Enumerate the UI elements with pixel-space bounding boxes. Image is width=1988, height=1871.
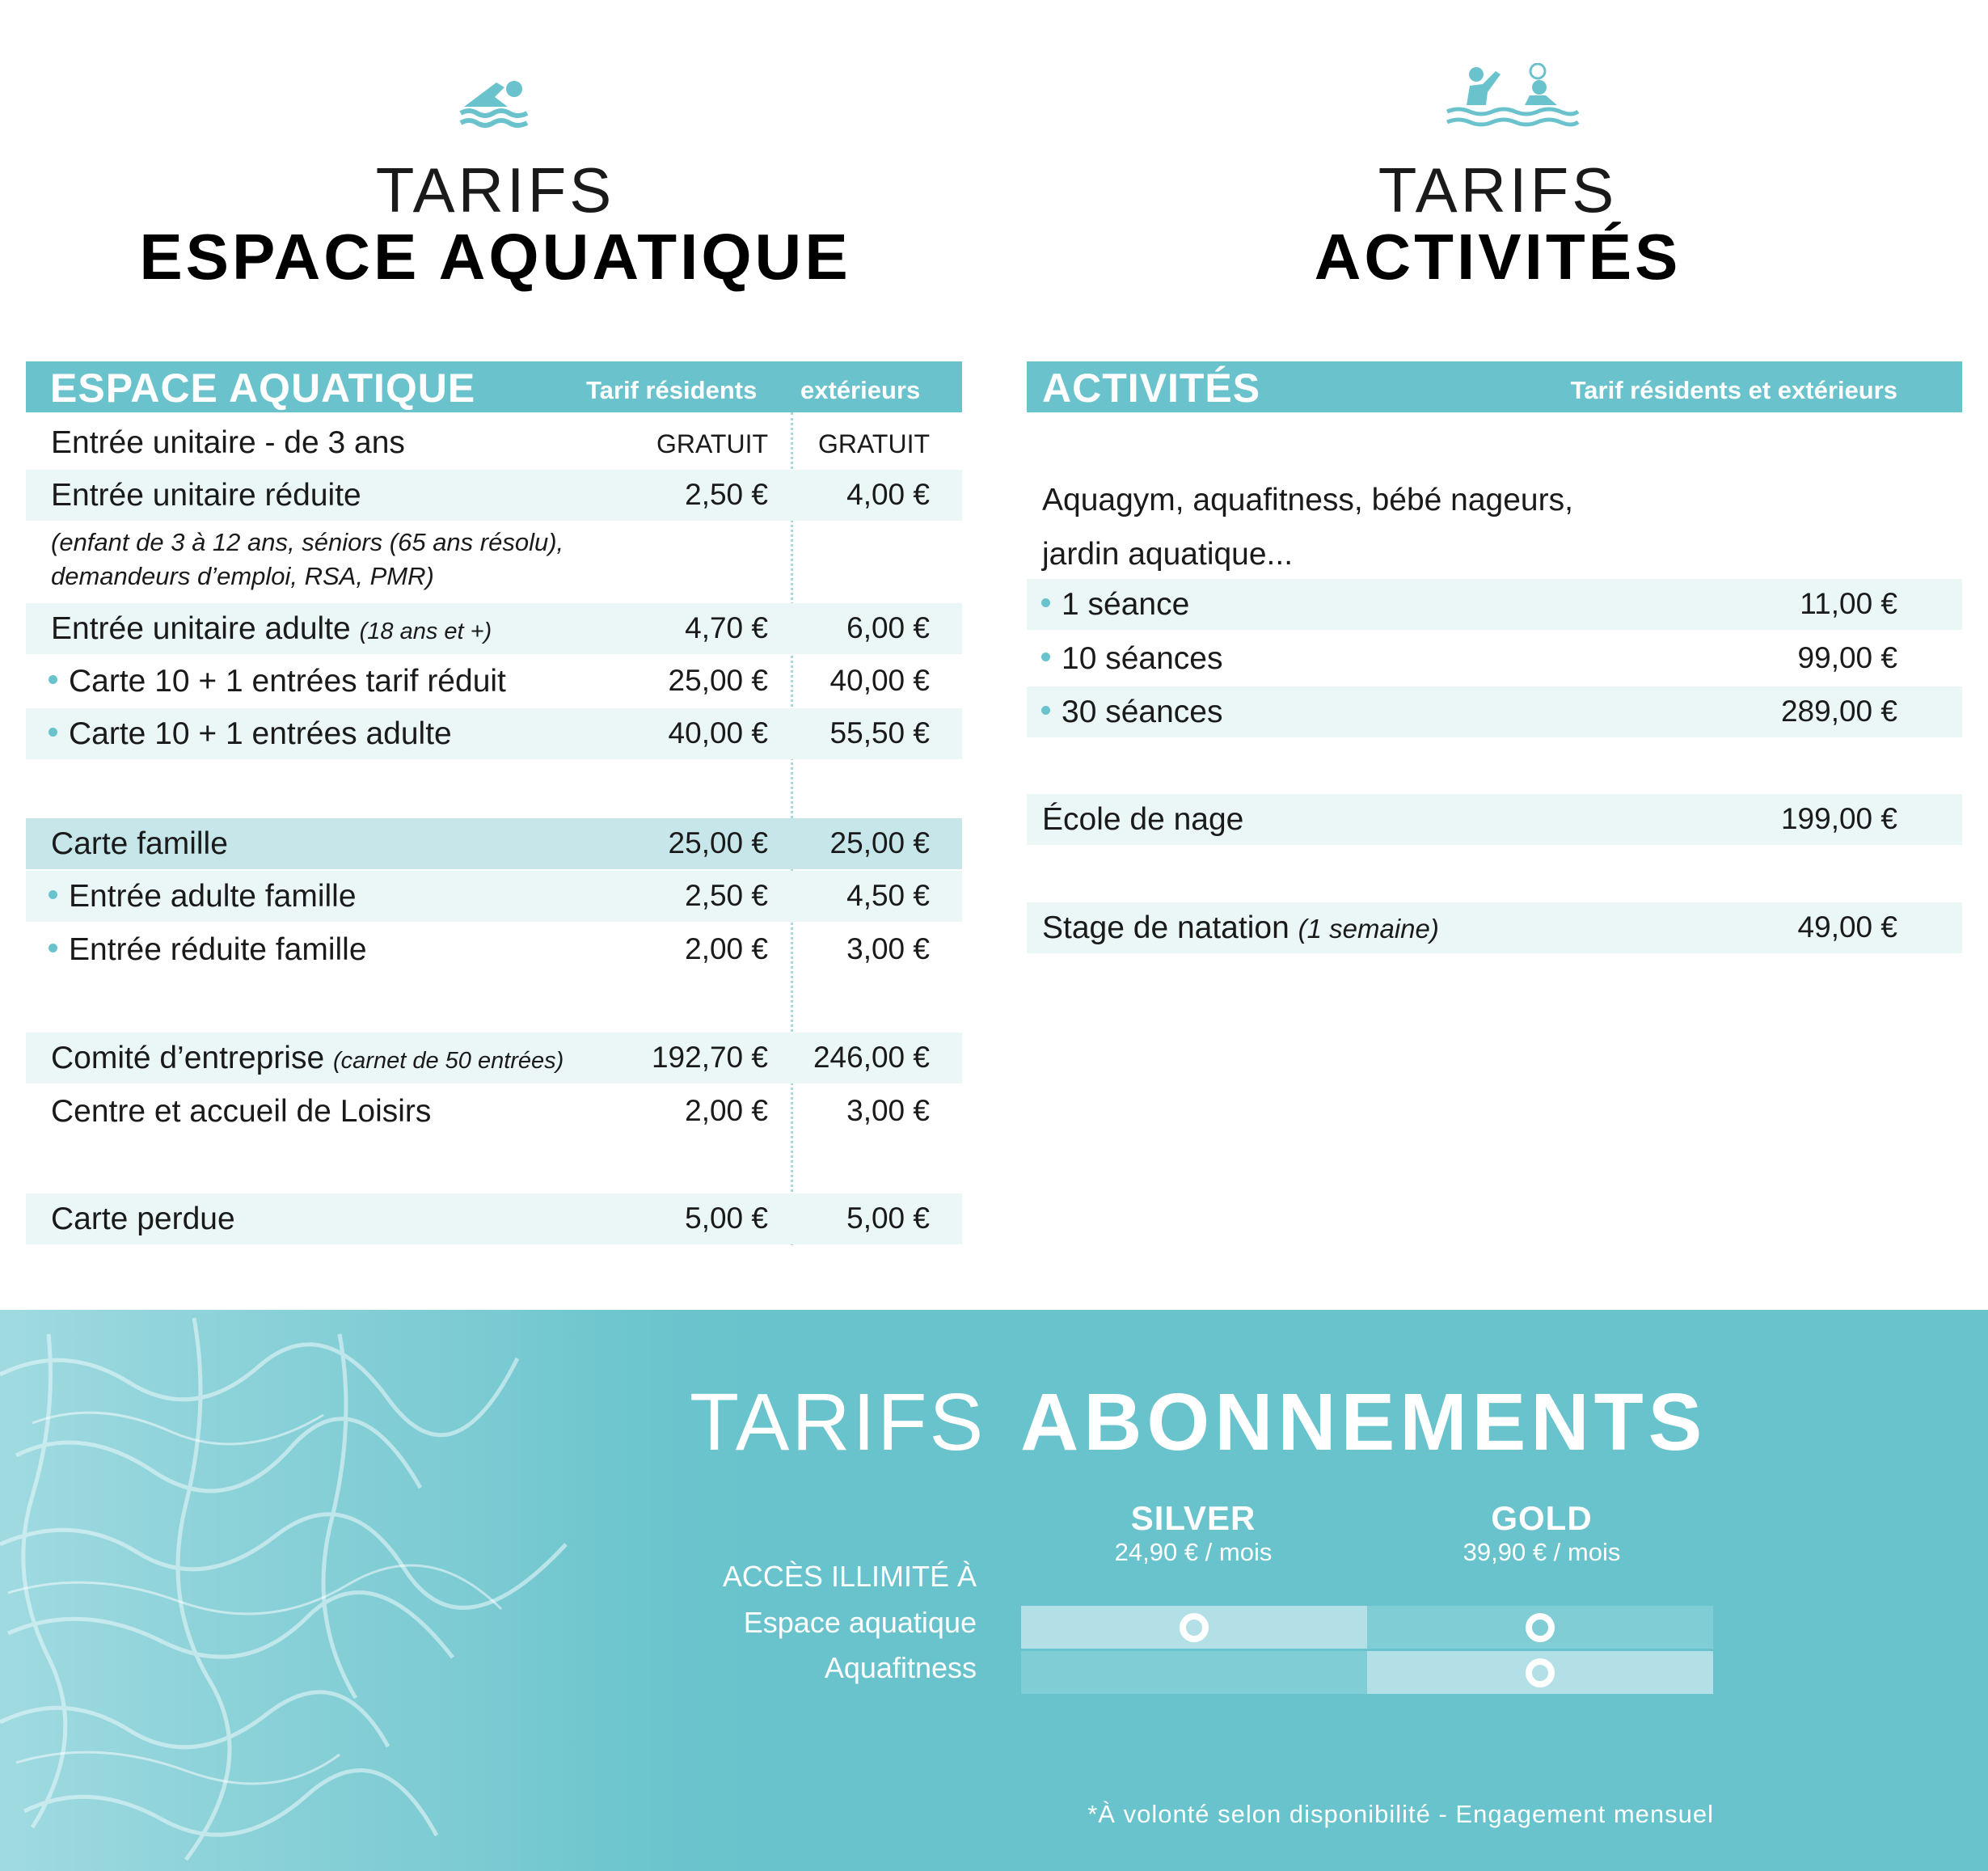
table-row: Comité d’entreprise (carnet de 50 entrées) 192,70 € 246,00 € (26, 1033, 962, 1083)
plan-silver-name: SILVER (1130, 1499, 1256, 1537)
table-row: Entrée réduite famille 2,00 € 3,00 € (26, 924, 962, 975)
right-heading-bold: ACTIVITÉS (1314, 221, 1682, 293)
list-item: 10 séances 99,00 € (1027, 633, 1962, 684)
bullet-icon (49, 890, 57, 899)
bullet-icon (49, 675, 57, 684)
gold-aquafitness-cell (1367, 1651, 1713, 1694)
right-heading-light: TARIFS (1378, 154, 1618, 226)
bullet-icon (1041, 706, 1050, 715)
included-icon (1526, 1658, 1555, 1687)
table-row: Carte perdue 5,00 € 5,00 € (26, 1193, 962, 1244)
table-row: Carte 10 + 1 entrées adulte 40,00 € 55,50 € (26, 708, 962, 759)
table-row: Carte famille 25,00 € 25,00 € (26, 818, 962, 869)
plan-gold-name: GOLD (1491, 1499, 1593, 1537)
activities-intro: Aquagym, aquafitness, bébé nageurs, jardin aquatique... (1042, 483, 1573, 572)
access-item-aquafitness: Aquafitness (824, 1651, 977, 1684)
activities-table-header (1027, 361, 1962, 412)
left-heading-light: TARIFS (375, 154, 615, 226)
col-exterieurs: extérieurs (800, 376, 921, 404)
aquatic-table-header (26, 361, 962, 412)
bullet-icon (49, 728, 57, 737)
silver-aquafitness-cell (1021, 1651, 1367, 1694)
table-row: Entrée unitaire - de 3 ans GRATUIT GRATUIT (51, 425, 930, 460)
abonnements-section (0, 1310, 1988, 1871)
list-item: Stage de natation (1 semaine) 49,00 € (1027, 902, 1962, 953)
silver-aquatique-cell (1021, 1606, 1367, 1649)
col-residents-exterieurs: Tarif résidents et extérieurs (1570, 376, 1897, 404)
gold-aquatique-cell (1367, 1606, 1713, 1649)
bullet-icon (1041, 598, 1050, 607)
access-title: ACCÈS ILLIMITÉ À (722, 1560, 977, 1593)
table-row: Entrée adulte famille 2,50 € 4,50 € (26, 871, 962, 922)
abonnements-heading-light: TARIFS (690, 1377, 986, 1468)
activities-table-title: ACTIVITÉS (1042, 365, 1261, 411)
table-row: Entrée unitaire réduite 2,50 € 4,00 € (26, 470, 962, 521)
included-icon (1526, 1613, 1555, 1642)
water-polo-icon (1444, 63, 1580, 128)
abonnements-heading-bold: ABONNEMENTS (1020, 1377, 1707, 1468)
reduced-rate-note: (enfant de 3 à 12 ans, séniors (65 ans résolu), demandeurs d’emploi, RSA, PMR) (51, 528, 564, 590)
aquatic-table-title: ESPACE AQUATIQUE (50, 365, 476, 411)
access-item-aquatique: Espace aquatique (743, 1606, 977, 1639)
bullet-icon (49, 944, 57, 952)
table-row: Carte 10 + 1 entrées tarif réduit 25,00 € 40,00 € (26, 656, 962, 707)
swimmer-icon (459, 74, 529, 128)
footnote: *À volonté selon disponibilité - Engagement mensuel (1087, 1800, 1714, 1828)
list-item: 1 séance 11,00 € (1027, 579, 1962, 630)
bullet-icon (1041, 653, 1050, 661)
table-row: Centre et accueil de Loisirs 2,00 € 3,00 € (51, 1094, 930, 1129)
plan-silver-price: 24,90 € / mois (1114, 1538, 1273, 1566)
table-row: Entrée unitaire adulte (18 ans et +) 4,70 € 6,00 € (26, 603, 962, 654)
list-item: 30 séances 289,00 € (1027, 686, 1962, 737)
list-item: École de nage 199,00 € (1027, 794, 1962, 845)
plan-gold-price: 39,90 € / mois (1463, 1538, 1621, 1566)
left-heading-bold: ESPACE AQUATIQUE (139, 221, 851, 293)
included-icon (1180, 1613, 1209, 1642)
col-residents: Tarif résidents (586, 376, 758, 404)
